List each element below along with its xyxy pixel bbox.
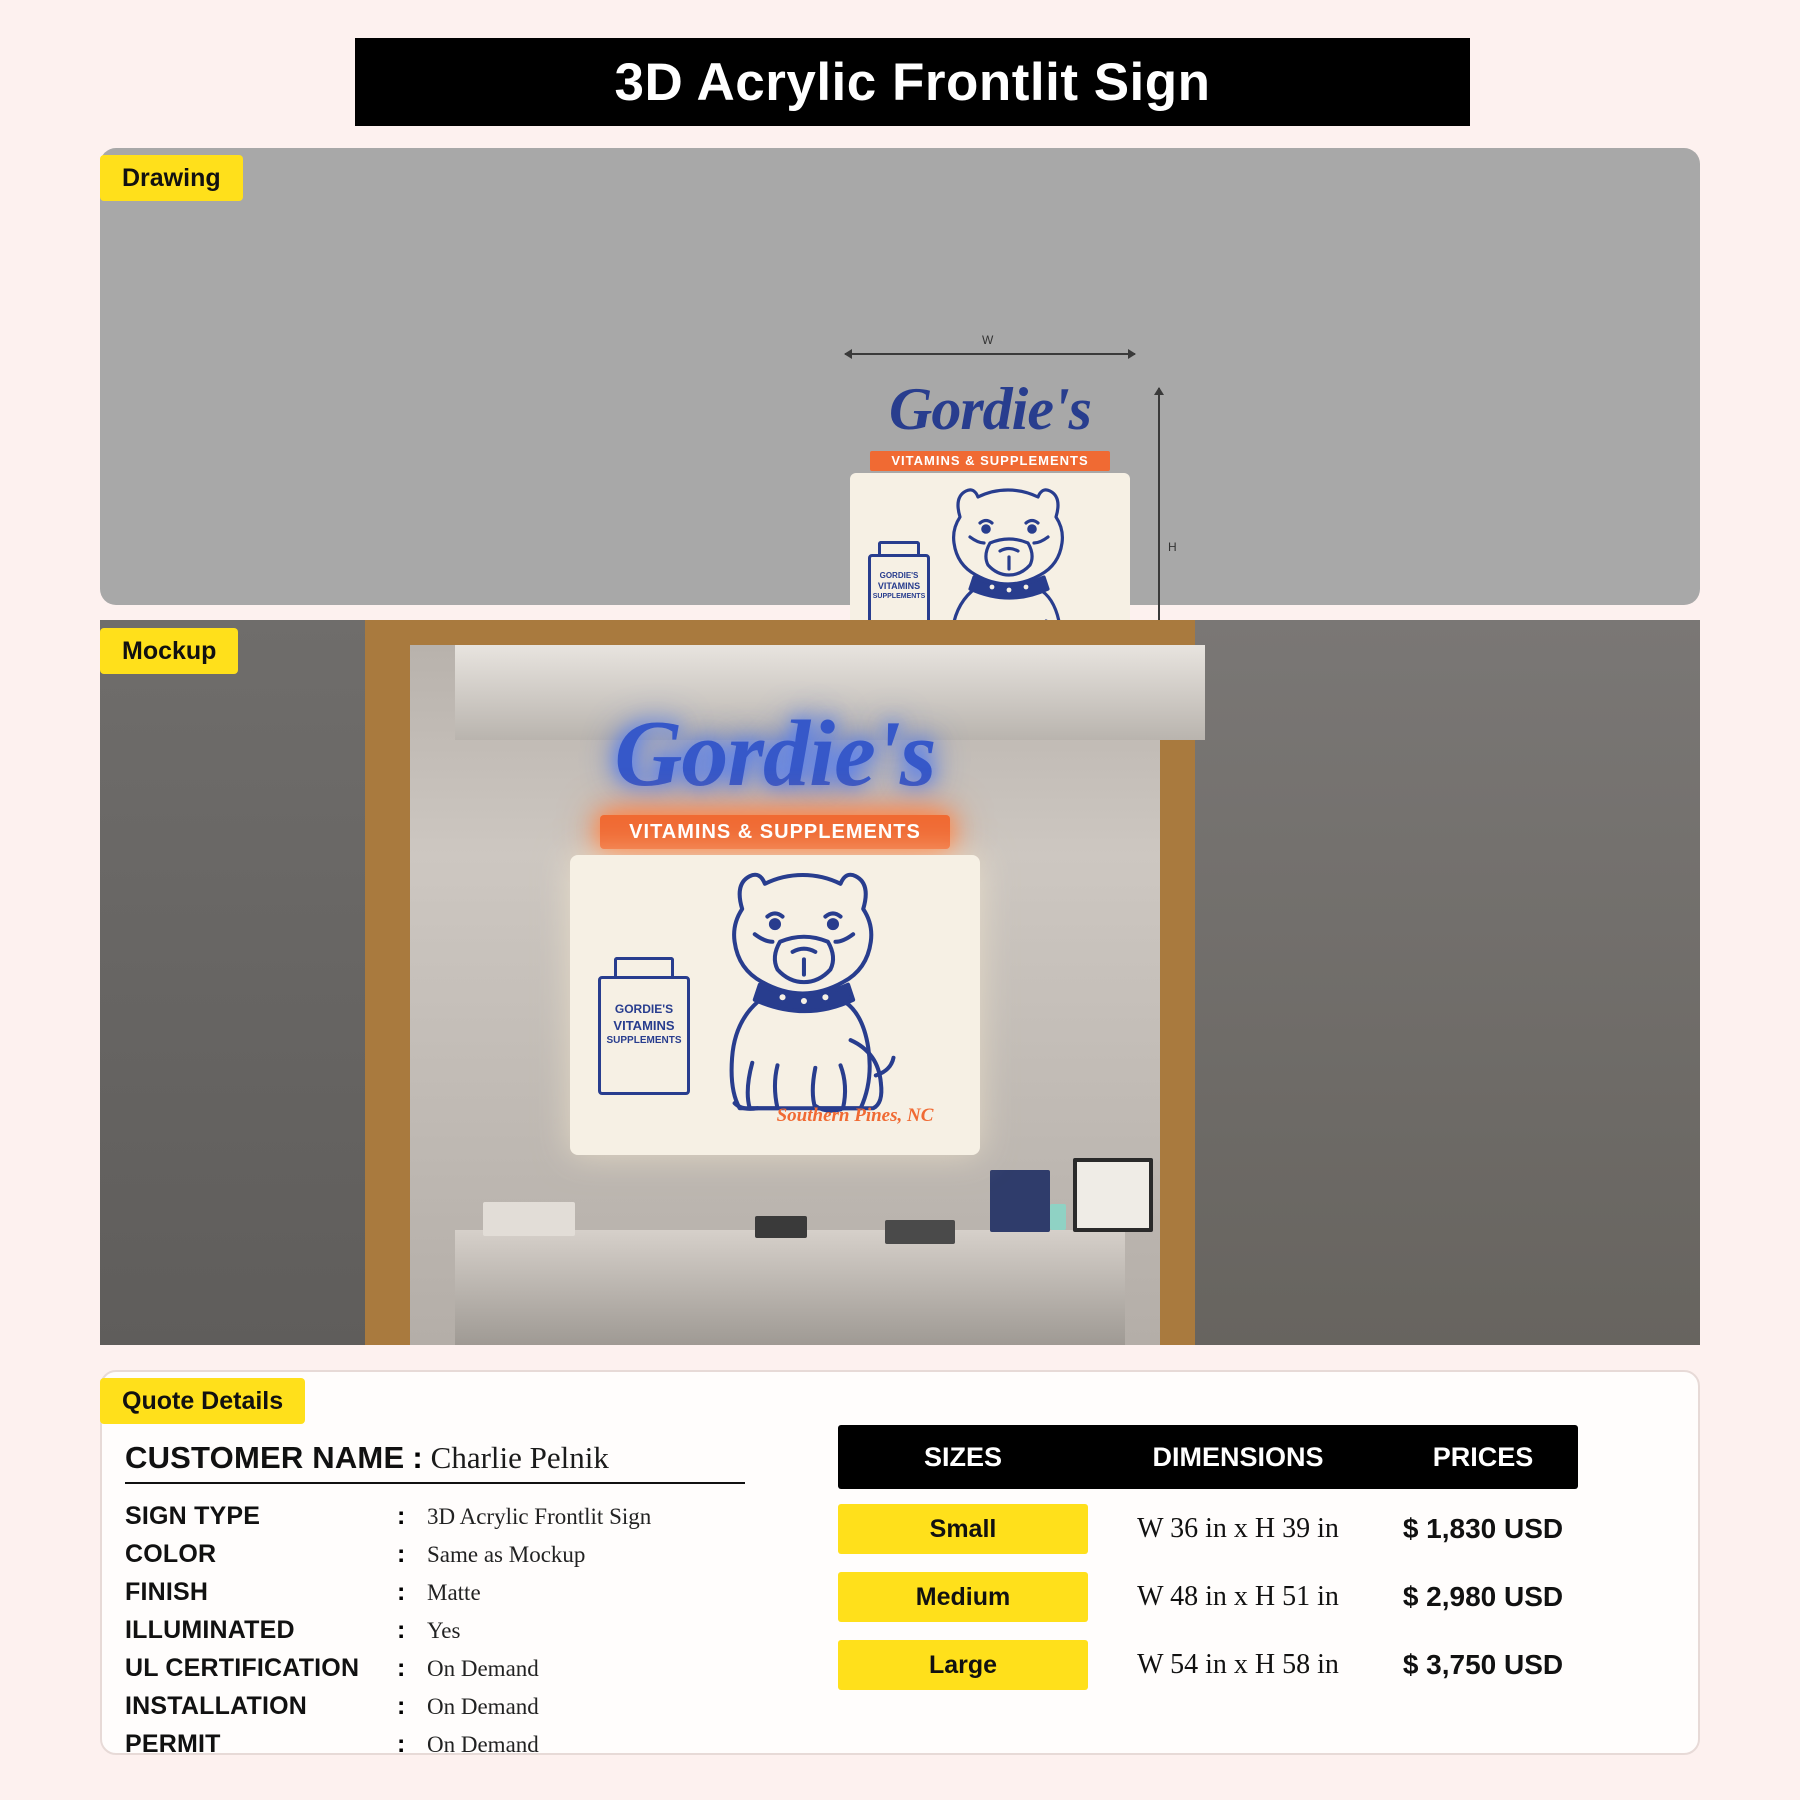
spec-value: Yes — [427, 1618, 461, 1643]
mockup-tab-label: Mockup — [122, 636, 217, 665]
spec-row — [125, 1616, 775, 1645]
spec-colon: : — [397, 1692, 406, 1720]
spec-colon: : — [397, 1578, 406, 1606]
spec-colon: : — [397, 1540, 406, 1568]
header-sizes: SIZES — [923, 1441, 1003, 1472]
size-badge: Medium — [838, 1572, 1088, 1622]
dimensions-value: W 48 in x H 51 in — [1137, 1581, 1339, 1612]
page-title — [355, 38, 1470, 126]
interior-wall — [410, 645, 1160, 1345]
phone-handset — [755, 1216, 807, 1238]
spec-colon: : — [397, 1616, 406, 1644]
spec-key: FINISH — [125, 1578, 209, 1606]
reception-counter — [455, 1230, 1125, 1345]
drawing-tab — [100, 155, 243, 201]
customer-name-colon: : — [412, 1440, 423, 1475]
spec-colon: : — [397, 1730, 406, 1758]
spec-value: On Demand — [427, 1656, 539, 1681]
table-row — [838, 1637, 1578, 1693]
spec-row — [125, 1730, 775, 1759]
spec-key: COLOR — [125, 1540, 217, 1568]
spec-key: UL CERTIFICATION — [125, 1654, 360, 1682]
room-wall-right — [1190, 620, 1700, 1345]
bottle-line-1: GORDIE'S — [879, 571, 919, 580]
mockup-bottle-line-3: SUPPLEMENTS — [606, 1035, 682, 1046]
brand-script: Gordie's — [889, 376, 1091, 442]
door-frame — [365, 620, 1195, 1345]
mockup-bottle-line-1: GORDIE'S — [614, 1002, 674, 1016]
drawing-panel — [100, 148, 1700, 605]
dimensions-value: W 36 in x H 39 in — [1137, 1513, 1339, 1544]
mockup-sign — [560, 702, 990, 1155]
page-title-text: 3D Acrylic Frontlit Sign — [614, 52, 1211, 112]
bottle-line-3: SUPPLEMENTS — [872, 593, 926, 600]
quote-tab-label: Quote Details — [122, 1386, 284, 1415]
mockup-panel — [100, 620, 1700, 1345]
desk-phone — [885, 1220, 955, 1244]
spec-value: 3D Acrylic Frontlit Sign — [427, 1504, 652, 1529]
mockup-bottle-line-2: VITAMINS — [613, 1018, 675, 1033]
mockup-brand-script: Gordie's — [614, 702, 936, 806]
width-dimension-label: W — [982, 333, 994, 347]
spec-colon: : — [397, 1654, 406, 1682]
dimensions-value: W 54 in x H 58 in — [1137, 1649, 1339, 1680]
height-dimension-label: H — [1168, 540, 1177, 554]
mockup-location-tagline: Southern Pines, NC — [776, 1105, 934, 1126]
header-prices: PRICES — [1432, 1441, 1534, 1472]
spec-value: Matte — [427, 1580, 481, 1605]
blue-sign-card — [990, 1170, 1050, 1232]
spec-row — [125, 1692, 775, 1721]
mockup-vitamin-bottle — [598, 957, 690, 1095]
table-row — [838, 1569, 1578, 1625]
width-dimension-line — [845, 353, 1135, 355]
sanitizer-bottle — [1050, 1204, 1066, 1230]
spec-list — [125, 1502, 775, 1759]
mockup-tagline-bar: VITAMINS & SUPPLEMENTS — [600, 815, 950, 849]
spec-key: PERMIT — [125, 1730, 221, 1758]
spec-value: Same as Mockup — [427, 1542, 586, 1567]
spec-key: ILLUMINATED — [125, 1616, 295, 1644]
size-badge: Large — [838, 1640, 1088, 1690]
spec-key: INSTALLATION — [125, 1692, 308, 1720]
paper-stack — [483, 1202, 575, 1236]
table-row — [838, 1501, 1578, 1557]
size-badge: Small — [838, 1504, 1088, 1554]
spec-value: On Demand — [427, 1694, 539, 1719]
price-value: $ 3,750 USD — [1402, 1649, 1564, 1680]
tagline-bar: VITAMINS & SUPPLEMENTS — [870, 451, 1110, 471]
customer-name-value: Charlie Pelnik — [430, 1440, 609, 1475]
drawing-tab-label: Drawing — [122, 163, 221, 192]
price-value: $ 2,980 USD — [1402, 1581, 1564, 1612]
room-wall-left — [100, 620, 385, 1345]
framed-certificate — [1073, 1158, 1153, 1232]
spec-row — [125, 1654, 775, 1683]
spec-row — [125, 1578, 775, 1607]
spec-key: SIGN TYPE — [125, 1502, 261, 1530]
spec-value: On Demand — [427, 1732, 539, 1757]
spec-row — [125, 1502, 775, 1531]
customer-name-label: CUSTOMER NAME — [125, 1440, 405, 1475]
header-dimensions: DIMENSIONS — [1152, 1441, 1324, 1472]
customer-details — [125, 1440, 775, 1768]
quote-tab — [100, 1378, 305, 1424]
bottle-line-2: VITAMINS — [877, 581, 921, 591]
mockup-tab — [100, 628, 238, 674]
pricing-table-header — [838, 1425, 1578, 1489]
price-value: $ 1,830 USD — [1402, 1513, 1564, 1544]
spec-colon: : — [397, 1502, 406, 1530]
pricing-table — [838, 1425, 1578, 1693]
spec-row — [125, 1540, 775, 1569]
customer-name-row — [125, 1440, 745, 1484]
